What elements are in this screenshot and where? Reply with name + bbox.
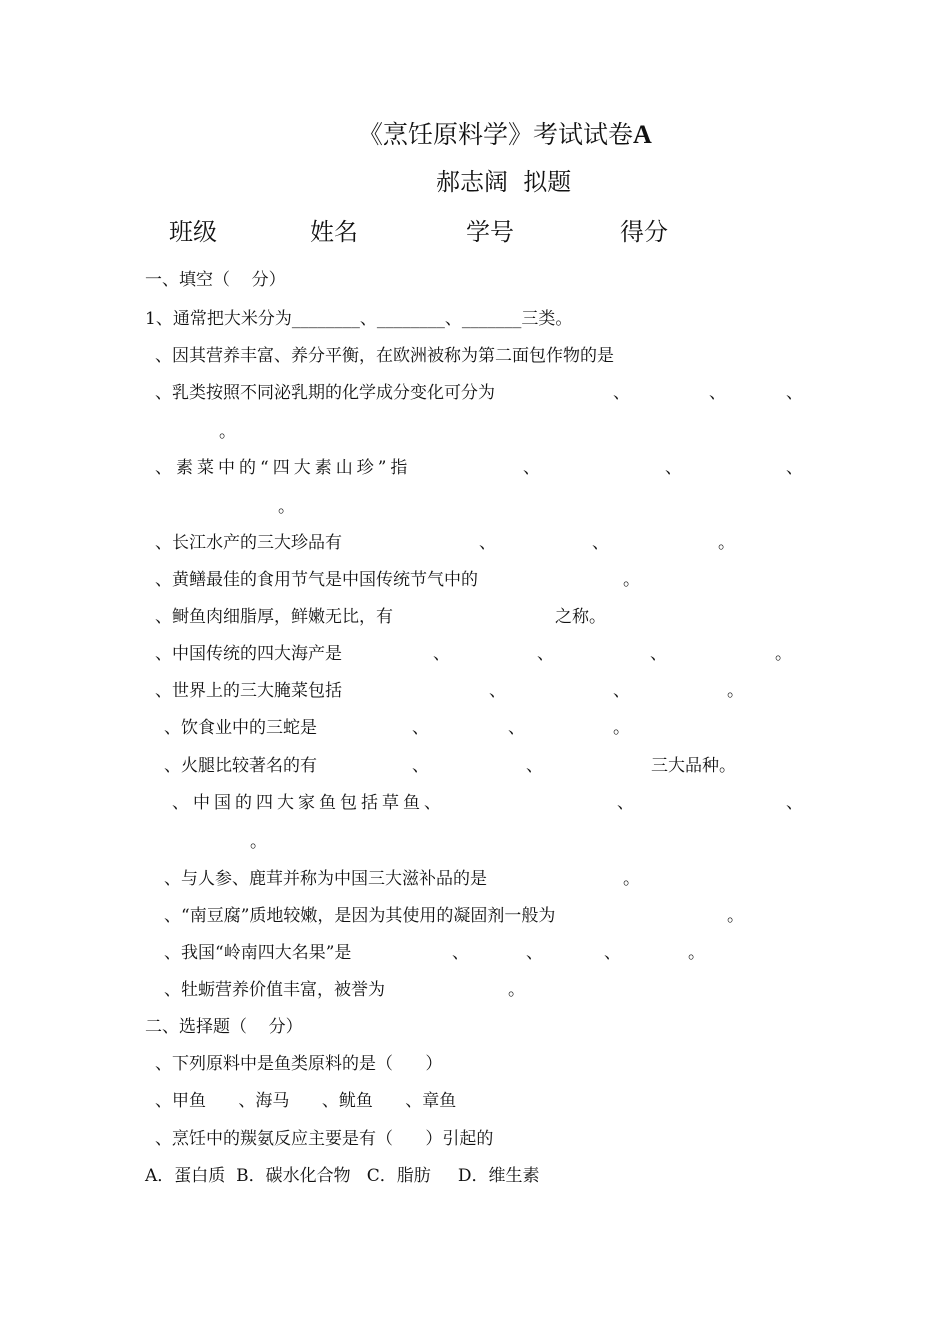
question-1-11-suffix: 三大品种。 — [651, 756, 736, 776]
question-2-2-options: A．蛋白质 B．碳水化合物 C．脂肪 D．维生素 — [145, 1166, 540, 1186]
blank-separator: 、 — [537, 644, 554, 664]
question-1-13: 、与人参、鹿茸并称为中国三大滋补品的是 — [164, 869, 487, 889]
section2-heading: 二、选择题（ 分） — [145, 1017, 303, 1037]
blank-separator: 、 — [613, 383, 630, 403]
blank-end-period: 。 — [775, 644, 792, 664]
blank-end-period: 。 — [727, 681, 744, 701]
blank-separator: 、 — [508, 718, 525, 738]
blank-end-period: 。 — [219, 422, 236, 442]
question-1-10: 、饮食业中的三蛇是 — [164, 718, 317, 738]
blank-separator: 、 — [412, 756, 429, 776]
info-student-id-label: 学号 — [466, 218, 514, 246]
question-1-9: 、世界上的三大腌菜包括 — [155, 681, 342, 701]
question-1-14: 、“南豆腐”质地较嫩，是因为其使用的凝固剂一般为 — [164, 906, 556, 926]
blank-end-period: 。 — [508, 980, 525, 1000]
blank-separator: 、 — [489, 681, 506, 701]
question-1-7-suffix: 之称。 — [555, 607, 606, 627]
blank-end-period: 。 — [613, 718, 630, 738]
blank-separator: 、 — [592, 533, 609, 553]
exam-title: 《烹饪原料学》考试试卷A — [358, 120, 652, 149]
question-1-6: 、黄鳝最佳的食用节气是中国传统节气中的 — [155, 570, 478, 590]
question-2-1-options: 、甲鱼 、海马 、鱿鱼 、章鱼 — [155, 1091, 457, 1111]
blank-separator: 、 — [526, 756, 543, 776]
question-2-1: 、下列原料中是鱼类原料的是（ ） — [155, 1054, 443, 1074]
blank-separator: 、 — [526, 943, 543, 963]
info-name-label: 姓名 — [310, 218, 358, 246]
blank-end-period: 。 — [623, 869, 640, 889]
blank-separator: 、 — [613, 681, 630, 701]
question-1-12: 、中国的四大家鱼包括草鱼、 — [172, 793, 445, 813]
blank-separator: 、 — [604, 943, 621, 963]
question-1-4: 、素菜中的“四大素山珍”指 — [155, 458, 412, 478]
blank-separator: 、 — [412, 718, 429, 738]
info-class-label: 班级 — [169, 218, 217, 246]
blank-separator: 、 — [786, 793, 803, 813]
section1-heading: 一、填空（ 分） — [145, 270, 286, 290]
blank-end-period: 。 — [688, 943, 705, 963]
blank-separator: 、 — [479, 533, 496, 553]
blank-separator: 、 — [617, 793, 634, 813]
question-1-5: 、长江水产的三大珍品有 — [155, 533, 342, 553]
blank-end-period: 。 — [278, 497, 295, 517]
question-1-2: 、因其营养丰富、养分平衡，在欧洲被称为第二面包作物的是 — [155, 346, 614, 366]
blank-end-period: 。 — [250, 832, 267, 852]
blank-separator: 、 — [709, 383, 726, 403]
blank-separator: 、 — [786, 383, 803, 403]
exam-title-suffix: A — [633, 120, 652, 149]
question-1-15: 、我国“岭南四大名果”是 — [164, 943, 352, 963]
blank-end-period: 。 — [623, 570, 640, 590]
blank-separator: 、 — [786, 458, 803, 478]
blank-separator: 、 — [433, 644, 450, 664]
question-2-2: 、烹饪中的羰氨反应主要是有（ ）引起的 — [155, 1129, 494, 1149]
question-1-11: 、火腿比较著名的有 — [164, 756, 317, 776]
blank-separator: 、 — [452, 943, 469, 963]
question-1-16: 、牡蛎营养价值丰富，被誉为 — [164, 980, 385, 1000]
info-score-label: 得分 — [620, 218, 668, 246]
question-1-3: 、乳类按照不同泌乳期的化学成分变化可分为 — [155, 383, 495, 403]
blank-end-period: 。 — [727, 906, 744, 926]
author-line: 郝志阔 拟题 — [436, 168, 572, 196]
question-1-1: 1、通常把大米分为________、________、_______三类。 — [145, 309, 573, 329]
blank-end-period: 。 — [718, 533, 735, 553]
blank-separator: 、 — [650, 644, 667, 664]
question-1-8: 、中国传统的四大海产是 — [155, 644, 342, 664]
blank-separator: 、 — [523, 458, 540, 478]
question-1-7: 、鲥鱼肉细脂厚，鲜嫩无比，有 — [155, 607, 393, 627]
blank-separator: 、 — [665, 458, 682, 478]
